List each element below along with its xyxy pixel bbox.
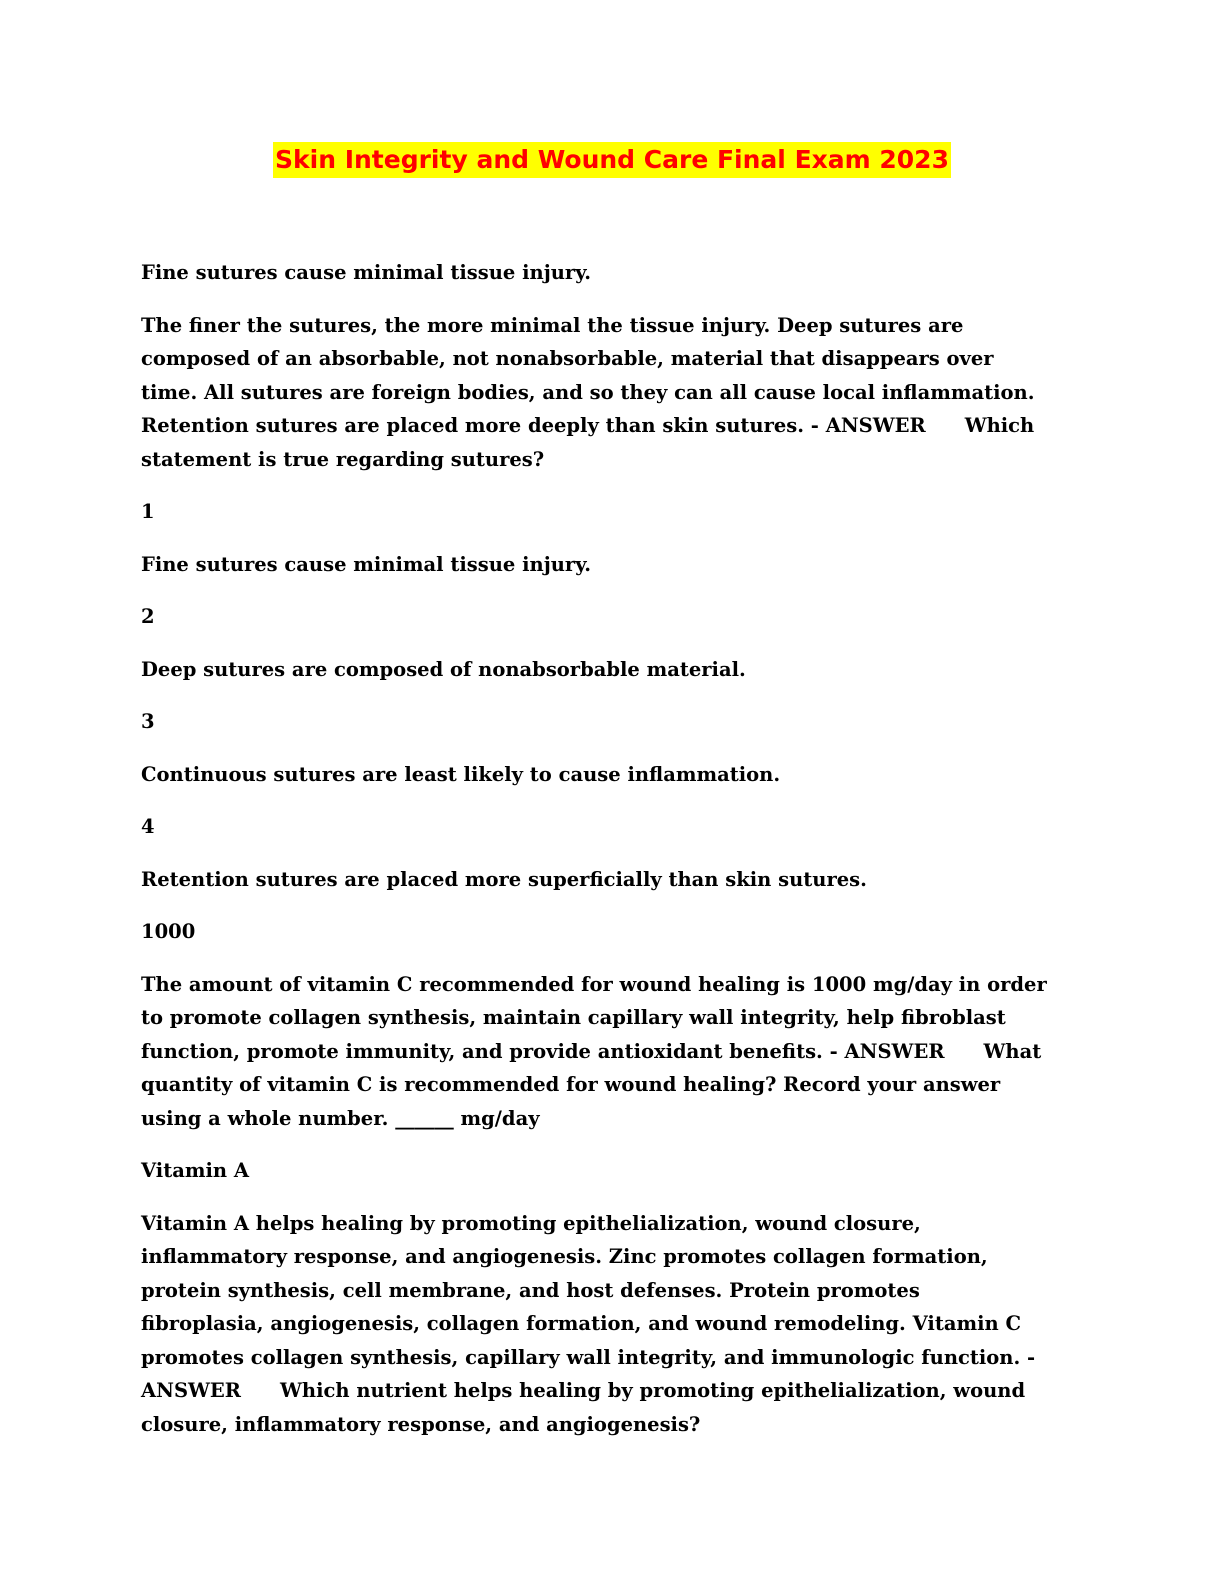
option-number bbox=[141, 600, 1081, 634]
option-number bbox=[141, 705, 1081, 739]
text-line: Continuous sutures are least likely to cause inflammation. bbox=[141, 762, 781, 786]
text-line: Deep sutures are composed of nonabsorbable material. bbox=[141, 657, 746, 681]
document-title: Skin Integrity and Wound Care Final Exam 2023 bbox=[273, 142, 951, 178]
text-line: inflammatory response, and angiogenesis. Zinc promotes collagen formation, bbox=[141, 1245, 988, 1268]
option-text bbox=[141, 863, 1081, 897]
document-body bbox=[141, 256, 1081, 1460]
text-line: 1000 bbox=[141, 920, 196, 943]
text-line: The amount of vitamin C recommended for wound healing is 1000 mg/day in order bbox=[141, 972, 1047, 996]
text-line: composed of an absorbable, not nonabsorbable, material that disappears over bbox=[141, 347, 994, 370]
title-container bbox=[0, 142, 1224, 178]
paragraph-answer-sutures bbox=[141, 256, 1081, 290]
paragraph-vitamin-c-explanation bbox=[141, 968, 1081, 1136]
text-line: using a whole number. ______ mg/day bbox=[141, 1106, 540, 1130]
paragraph-sutures-explanation bbox=[141, 309, 1081, 477]
text-line: Fine sutures cause minimal tissue injury. bbox=[141, 261, 592, 284]
text-line: time. All sutures are foreign bodies, and so they can all cause local inflammation. bbox=[141, 380, 1035, 404]
option-text bbox=[141, 548, 1081, 582]
text-line: 3 bbox=[141, 710, 155, 733]
text-line: Retention sutures are placed more superficially than skin sutures. bbox=[141, 867, 867, 891]
paragraph-answer-vitamin-a bbox=[141, 1154, 1081, 1188]
text-line: function, promote immunity, and provide antioxidant benefits. - ANSWER What bbox=[141, 1039, 1042, 1063]
text-line: 2 bbox=[141, 605, 155, 628]
paragraph-vitamin-a-explanation bbox=[141, 1207, 1081, 1442]
text-line: promotes collagen synthesis, capillary wall integrity, and immunologic function. - bbox=[141, 1345, 1036, 1369]
text-line: 1 bbox=[141, 500, 155, 523]
text-line: statement is true regarding sutures? bbox=[141, 447, 545, 471]
text-line: to promote collagen synthesis, maintain capillary wall integrity, help fibroblast bbox=[141, 1006, 1006, 1029]
option-text bbox=[141, 758, 1081, 792]
option-number bbox=[141, 495, 1081, 529]
option-number bbox=[141, 810, 1081, 844]
text-line: Retention sutures are placed more deeply than skin sutures. - ANSWER Which bbox=[141, 414, 1035, 437]
text-line: fibroplasia, angiogenesis, collagen formation, and wound remodeling. Vitamin C bbox=[141, 1312, 1021, 1335]
text-line: quantity of vitamin C is recommended for wound healing? Record your answer bbox=[141, 1073, 1001, 1096]
text-line: Fine sutures cause minimal tissue injury. bbox=[141, 552, 592, 576]
text-line: The finer the sutures, the more minimal the tissue injury. Deep sutures are bbox=[141, 313, 964, 337]
text-line: Vitamin A helps healing by promoting epithelialization, wound closure, bbox=[141, 1211, 921, 1235]
text-line: 4 bbox=[141, 815, 155, 838]
text-line: Vitamin A bbox=[141, 1159, 249, 1182]
paragraph-answer-vitamin-c bbox=[141, 915, 1081, 949]
option-text bbox=[141, 653, 1081, 687]
text-line: protein synthesis, cell membrane, and host defenses. Protein promotes bbox=[141, 1278, 920, 1302]
text-line: closure, inflammatory response, and angiogenesis? bbox=[141, 1412, 701, 1436]
text-line: ANSWER Which nutrient helps healing by promoting epithelialization, wound bbox=[141, 1379, 1026, 1402]
